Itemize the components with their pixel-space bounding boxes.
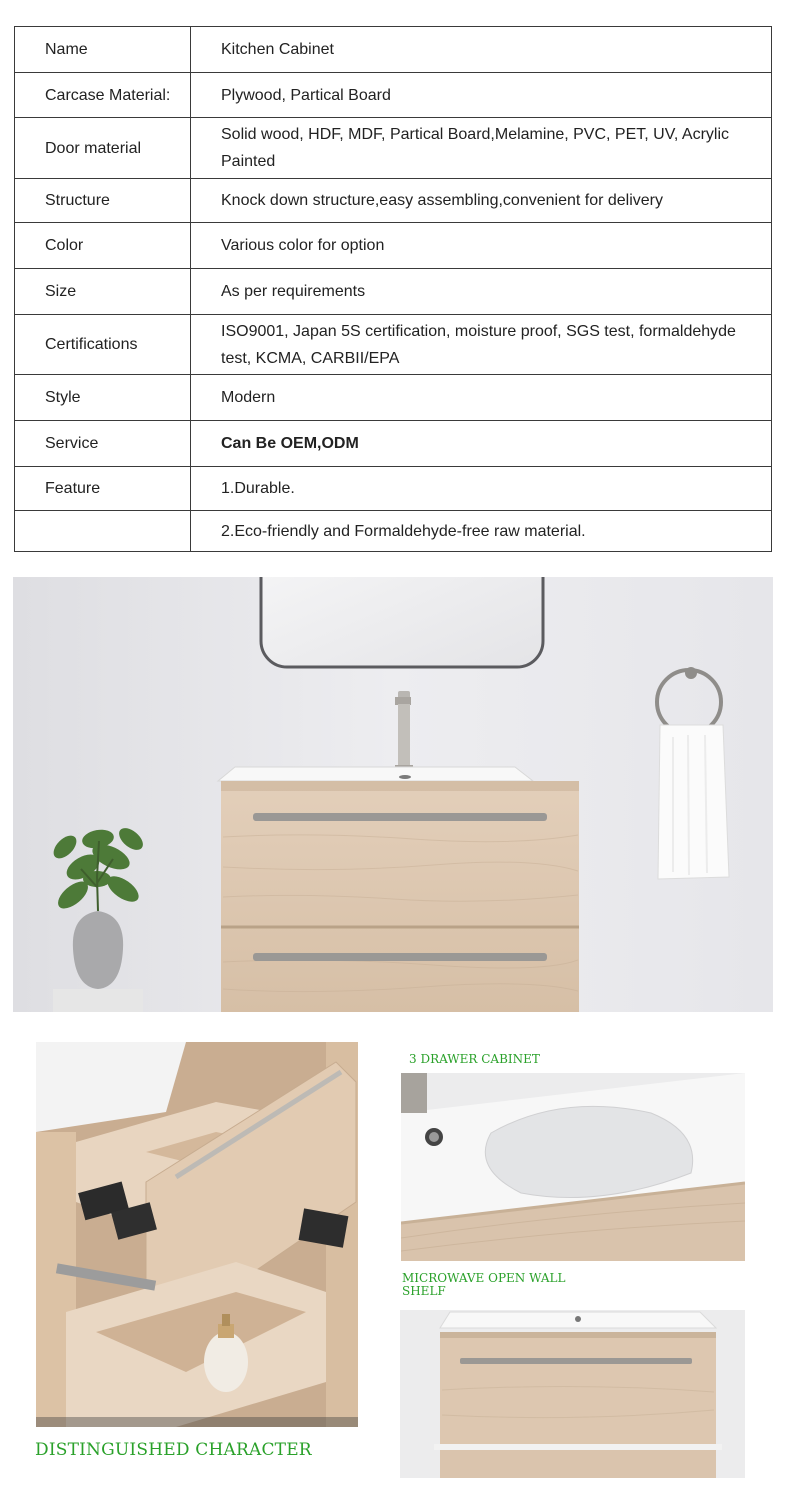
vanity-hero-illustration	[13, 577, 773, 1012]
row-value: Plywood, Partical Board	[191, 73, 772, 118]
table-row	[15, 73, 772, 118]
table-row	[15, 421, 772, 467]
table-row	[15, 375, 772, 421]
caption-distinguished-character: DISTINGUISHED CHARACTER	[35, 1440, 312, 1460]
row-label: Feature	[15, 467, 191, 511]
vanity-front-photo	[400, 1310, 745, 1478]
row-value: Knock down structure,easy assembling,convenient for delivery	[191, 179, 772, 223]
basin-top	[218, 767, 533, 781]
row-label: Structure	[15, 179, 191, 223]
row-value: Various color for option	[191, 223, 772, 269]
row-value: Can Be OEM,ODM	[191, 421, 772, 467]
row-value: 2.Eco-friendly and Formaldehyde-free raw material.	[191, 511, 772, 552]
drawer-handle	[253, 813, 547, 821]
table-row	[15, 467, 772, 511]
caption-open-wall-shelf-line: MICROWAVE OPEN WALL	[402, 1271, 566, 1285]
table-row	[15, 179, 772, 223]
row-label	[15, 511, 191, 552]
table-row	[15, 27, 772, 73]
table-row	[15, 511, 772, 552]
row-value	[191, 118, 772, 179]
row-label: Style	[15, 375, 191, 421]
table-row	[15, 315, 772, 375]
vanity-hero-photo	[13, 577, 773, 1012]
caption-3-drawer-cabinet: 3 DRAWER CABINET	[409, 1052, 540, 1066]
row-label: Carcase Material:	[15, 73, 191, 118]
table-row	[15, 223, 772, 269]
table-row	[15, 269, 772, 315]
table-row	[15, 118, 772, 179]
spec-table	[14, 26, 772, 552]
vanity-front-illustration	[400, 1310, 745, 1478]
row-value-line: Painted	[221, 153, 276, 170]
row-value	[191, 315, 772, 375]
row-value: 1.Durable.	[191, 467, 772, 511]
row-value: Kitchen Cabinet	[191, 27, 772, 73]
row-label: Color	[15, 223, 191, 269]
row-label: Door material	[15, 118, 191, 179]
drawer-detail-photo	[36, 1042, 358, 1427]
row-value-line: Solid wood, HDF, MDF, Partical Board,Melamine, PVC, PET, UV, Acrylic	[221, 126, 730, 143]
sink-detail-photo	[401, 1073, 745, 1261]
row-value-line: test, KCMA, CARBII/EPA	[221, 349, 400, 367]
row-value-line: ISO9001, Japan 5S certification, moisture proof, SGS test, formaldehyde	[221, 322, 736, 340]
row-value: Modern	[191, 375, 772, 421]
row-value: As per requirements	[191, 269, 772, 315]
drawer-handle	[253, 953, 547, 961]
row-label: Name	[15, 27, 191, 73]
row-label: Service	[15, 421, 191, 467]
mirror	[261, 577, 543, 667]
drawer-handle	[460, 1358, 692, 1364]
row-label: Certifications	[15, 315, 191, 375]
drawer-detail-illustration	[36, 1042, 358, 1427]
row-label: Size	[15, 269, 191, 315]
caption-open-wall-shelf-line: SHELF	[402, 1284, 446, 1298]
caption-open-wall-shelf	[402, 1272, 565, 1298]
sink-detail-illustration	[401, 1073, 745, 1261]
